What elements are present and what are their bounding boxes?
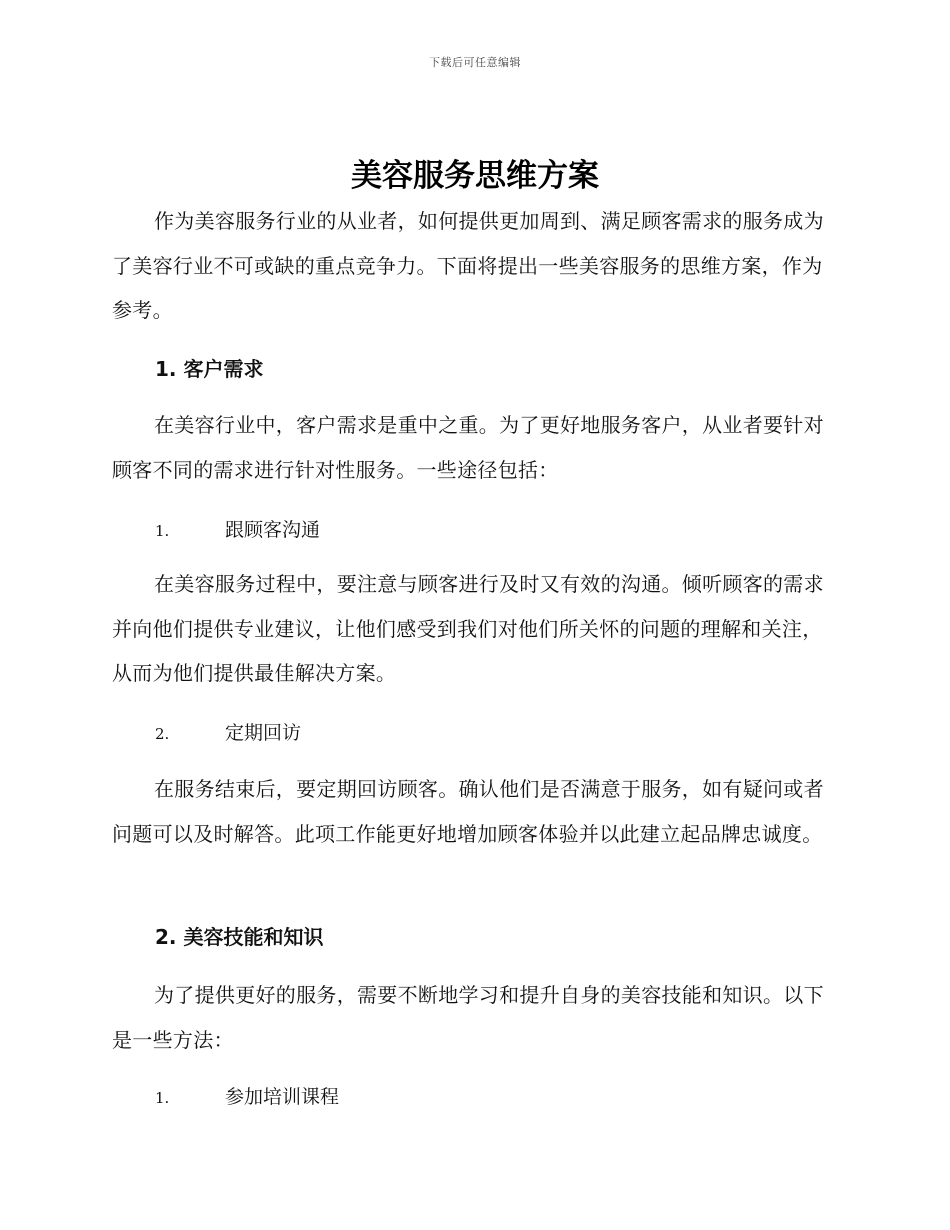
list-item-paragraph: 在服务结束后，要定期回访顾客。确认他们是否满意于服务，如有疑问或者问题可以及时解答。此项工作能更好地增加顾客体验并以此建立起品牌忠诚度。 bbox=[112, 777, 824, 846]
list-item-paragraph: 在美容服务过程中，要注意与顾客进行及时又有效的沟通。倾听顾客的需求并向他们提供专业建议，让他们感受到我们对他们所关怀的问题的理解和关注，从而为他们提供最佳解决方案。 bbox=[112, 572, 824, 685]
section-1-heading: 1. 客户需求 bbox=[155, 357, 264, 381]
section-1-intro: 在美容行业中，客户需求是重中之重。为了更好地服务客户，从业者要针对顾客不同的需求进行针对性服务。一些途径包括： bbox=[112, 413, 824, 482]
section-2-intro: 为了提供更好的服务，需要不断地学习和提升自身的美容技能和知识。以下是一些方法： bbox=[112, 983, 824, 1052]
list-label: 定期回访 bbox=[225, 722, 302, 744]
list-number: 1. bbox=[155, 522, 170, 540]
list-number: 2. bbox=[155, 725, 170, 743]
list-number: 1. bbox=[155, 1089, 170, 1107]
list-label: 跟顾客沟通 bbox=[225, 519, 321, 541]
list-item bbox=[155, 719, 301, 748]
list-item bbox=[155, 1083, 339, 1112]
list-item bbox=[155, 516, 320, 545]
header-note: 下载后可任意编辑 bbox=[429, 56, 521, 69]
section-2-heading: 2. 美容技能和知识 bbox=[155, 925, 324, 949]
list-label: 参加培训课程 bbox=[225, 1086, 340, 1108]
page-title: 美容服务思维方案 bbox=[351, 158, 599, 194]
intro-paragraph: 作为美容服务行业的从业者，如何提供更加周到、满足顾客需求的服务成为了美容行业不可或缺的重点竞争力。下面将提出一些美容服务的思维方案，作为参考。 bbox=[112, 209, 824, 322]
